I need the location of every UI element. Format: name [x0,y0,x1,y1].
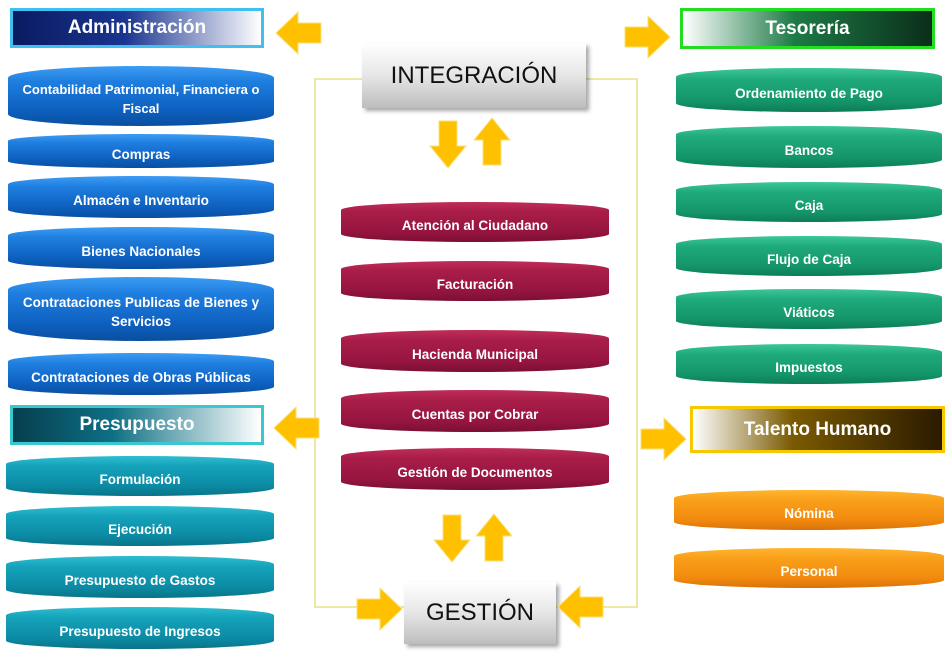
admin-item-almacen: Almacén e Inventario [8,176,274,218]
center-item-facturacion: Facturación [341,261,609,301]
presupuesto-item-ingresos: Presupuesto de Ingresos [6,607,274,649]
presupuesto-header: Presupuesto [10,405,264,445]
connector-line-top-left [314,78,364,80]
talento-item-personal: Personal [674,548,944,588]
tesoreria-item-caja: Caja [676,182,942,222]
talento-item-nomina: Nómina [674,490,944,530]
center-item-hacienda: Hacienda Municipal [341,330,609,372]
tesoreria-item-flujo-caja: Flujo de Caja [676,236,942,276]
arrow-up-from-gestion-icon [476,514,512,562]
connector-line-right-vertical [636,78,638,608]
arrow-up-to-integracion-icon [474,118,510,166]
presupuesto-item-ejecucion: Ejecución [6,506,274,546]
center-item-atencion: Atención al Ciudadano [341,202,609,242]
tesoreria-item-ordenamiento: Ordenamiento de Pago [676,68,942,112]
administracion-header: Administración [10,8,264,48]
admin-item-compras: Compras [8,134,274,168]
arrow-right-to-tesoreria-icon [624,16,670,58]
gestion-box: GESTIÓN [404,582,556,644]
admin-item-contabilidad: Contabilidad Patrimonial, Financiera o Fiscal [8,66,274,126]
admin-item-bienes-nacionales: Bienes Nacionales [8,227,274,269]
arrow-down-from-integracion-icon [430,120,466,168]
arrow-left-to-gestion-icon [558,586,604,628]
admin-item-contrataciones-bienes: Contrataciones Publicas de Bienes y Servicios [8,277,274,341]
admin-item-contrataciones-obras: Contrataciones de Obras Públicas [8,353,274,395]
connector-line-top-right [586,78,638,80]
integracion-box: INTEGRACIÓN [362,43,586,108]
arrow-left-to-administracion-icon [276,12,322,54]
tesoreria-header: Tesorería [680,8,935,49]
presupuesto-item-formulacion: Formulación [6,456,274,496]
presupuesto-item-gastos: Presupuesto de Gastos [6,556,274,598]
tesoreria-item-viaticos: Viáticos [676,289,942,329]
arrow-right-to-talento-humano-icon [640,418,686,460]
connector-line-left-vertical [314,78,316,608]
arrow-down-to-gestion-icon [434,514,470,562]
arrow-right-to-gestion-icon [356,588,402,630]
tesoreria-item-impuestos: Impuestos [676,344,942,384]
center-item-gestion-documentos: Gestión de Documentos [341,448,609,490]
arrow-left-to-presupuesto-icon [274,407,320,449]
talento-humano-header: Talento Humano [690,406,945,453]
center-item-cuentas: Cuentas por Cobrar [341,390,609,432]
tesoreria-item-bancos: Bancos [676,126,942,168]
